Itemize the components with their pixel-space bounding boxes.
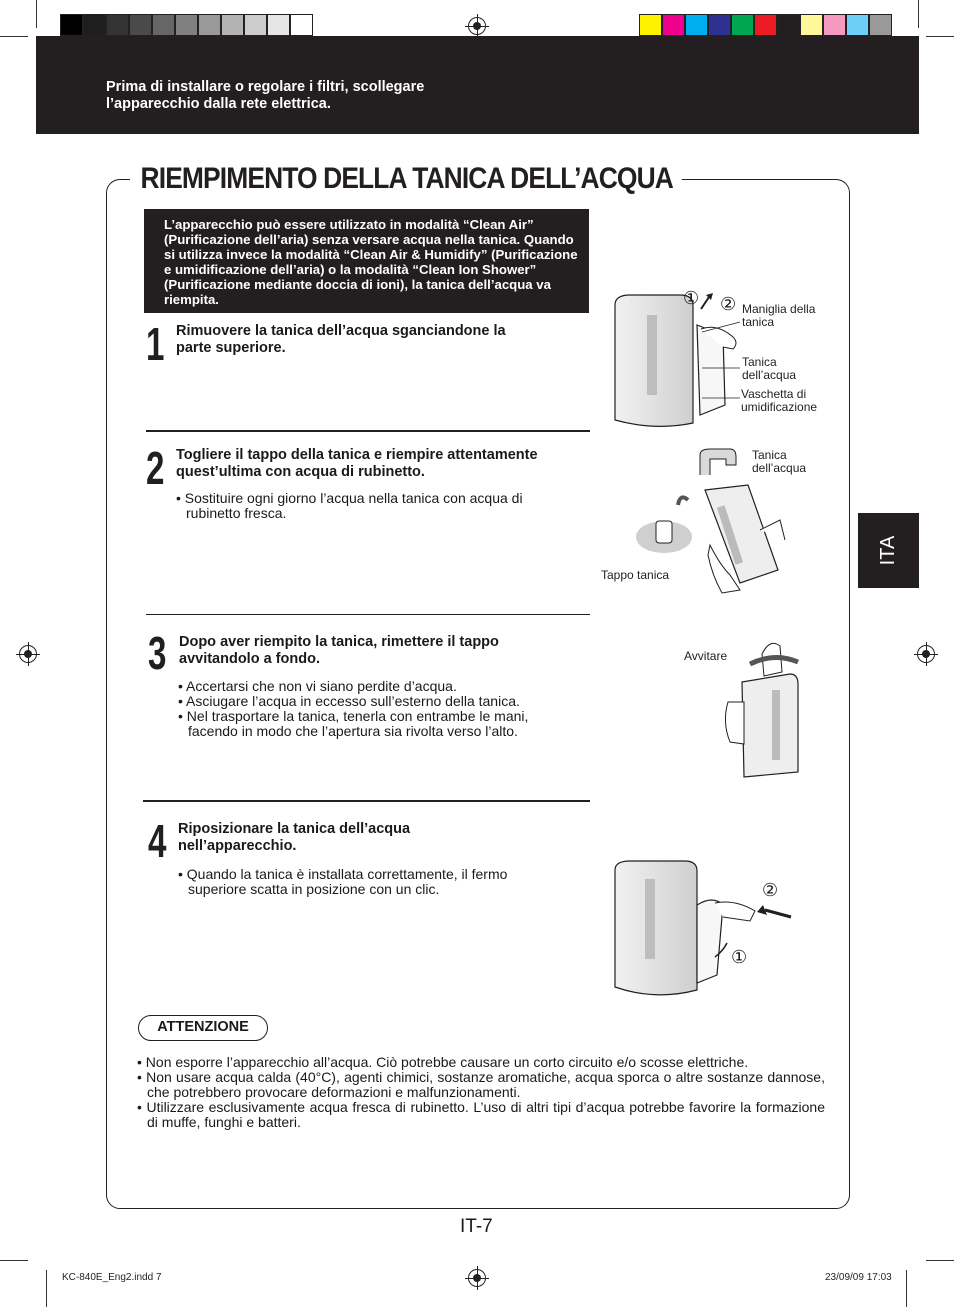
color-swatch: [731, 14, 754, 36]
color-swatch: [175, 14, 198, 36]
step-2-heading: Togliere il tappo della tanica e riempire attentamente quest’ultima con acqua di rubinetto.: [176, 447, 538, 480]
registration-mark-icon: [917, 645, 935, 663]
color-swatch: [152, 14, 175, 36]
step-4-bullets: • Quando la tanica è installata correttamente, il fermo superiore scatta in posizione con un clic.: [178, 866, 508, 897]
page-number: IT-7: [460, 1216, 493, 1237]
step-1-circle-2: ②: [720, 294, 737, 314]
color-swatch: [221, 14, 244, 36]
language-tab: [858, 513, 919, 588]
label-water-tank: Tanica dell’acqua: [742, 355, 797, 382]
divider: [143, 800, 590, 802]
header-bar: [36, 36, 919, 134]
screw-cap-illustration: [720, 632, 805, 782]
step-4-heading: Riposizionare la tanica dell’acqua nell’apparecchio.: [178, 821, 411, 854]
color-swatch: [777, 14, 800, 36]
step-1-circle-1: ①: [683, 288, 700, 308]
crop-mark: [0, 36, 28, 37]
color-swatch: [685, 14, 708, 36]
color-swatch: [869, 14, 892, 36]
crop-mark: [918, 0, 919, 28]
divider: [146, 430, 590, 432]
color-swatch: [800, 14, 823, 36]
registration-mark-icon: [468, 17, 486, 35]
step-2-bullets: • Sostituire ogni giorno l’acqua nella tanica con acqua di rubinetto fresca.: [176, 490, 523, 521]
color-swatch: [823, 14, 846, 36]
step-3-heading: Dopo aver riempito la tanica, rimettere il tappo avvitandolo a fondo.: [179, 634, 499, 667]
crop-mark: [926, 1260, 954, 1261]
step-4-number: 4: [148, 815, 167, 867]
label-screw: Avvitare: [684, 649, 728, 663]
color-swatch: [106, 14, 129, 36]
step-2-number: 2: [146, 442, 165, 494]
color-swatch: [129, 14, 152, 36]
color-swatch: [83, 14, 106, 36]
divider: [146, 614, 590, 615]
crop-mark: [906, 1270, 907, 1307]
color-swatch: [198, 14, 221, 36]
intro-box: L’apparecchio può essere utilizzato in modalità “Clean Air” (Purificazione dell’aria) senza versare acqua nella tanica. Quando si utilizza invece la modalità “Clean Air & Humidify” (Purificazione e umidificazione dell’aria) o la modalità “Clean Ion Shower” (Purificazione mediante doccia di ioni), la tanica dell’acqua va riempita.: [144, 209, 589, 313]
registration-mark-icon: [19, 645, 37, 663]
footer-file: KC-840E_Eng2.indd 7: [62, 1272, 162, 1283]
color-swatch: [244, 14, 267, 36]
step-4-circle-2: ②: [762, 880, 779, 900]
footer-date: 23/09/09 17:03: [825, 1272, 892, 1283]
step-3-number: 3: [148, 627, 167, 679]
label-humidifying-tray: Vaschetta di umidificazione: [741, 387, 818, 414]
crop-mark: [36, 0, 37, 28]
language-tab-label: ITA: [877, 535, 899, 566]
attention-label: ATTENZIONE: [138, 1015, 268, 1041]
color-swatch: [708, 14, 731, 36]
color-swatch: [60, 14, 83, 36]
step-4-circle-1: ①: [731, 947, 748, 967]
color-swatch: [290, 14, 313, 36]
registration-mark-icon: [468, 1269, 486, 1287]
crop-mark: [0, 1260, 28, 1261]
label-water-tank-2: Tanica dell’acqua: [752, 448, 807, 475]
color-swatch: [846, 14, 869, 36]
section-title: RIEMPIMENTO DELLA TANICA DELL’ACQUA: [130, 162, 682, 196]
step-1-number: 1: [146, 318, 165, 370]
crop-mark: [46, 1270, 47, 1307]
color-swatch: [639, 14, 662, 36]
color-swatch: [754, 14, 777, 36]
label-tank-handle: Maniglia della tanica: [742, 302, 816, 329]
unplug-warning: Prima di installare o regolare i filtri, scollegare l’apparecchio dalla rete elettrica.: [106, 79, 425, 112]
step-1-heading: Rimuovere la tanica dell’acqua sganciandone la parte superiore.: [176, 323, 506, 356]
attention-list: • Non esporre l’apparecchio all’acqua. Ciò potrebbe causare un corto circuito e/o scosse elettriche. • Non usare acqua calda (40°C), agenti chimici, sostanze aromatiche, acqua sporca o altre sostanze dannose, che potrebbero provocare deformazioni e malfunzionamenti. • Utilizzare esclusivamente acqua fresca di rubinetto. L’uso di altri tipi d’acqua potrebbe favorire la formazione di muffe, funghi e batteri.: [137, 1054, 825, 1130]
leader-lines: [700, 310, 745, 410]
step-3-bullets: • Accertarsi che non vi siano perdite d’acqua. • Asciugare l’acqua in eccesso sull’esterno della tanica. • Nel trasportare la tanica, tenerla con entrambe le mani, facendo in modo che l’apertura sia rivolta verso l’alto.: [178, 678, 529, 739]
color-swatch: [267, 14, 290, 36]
color-swatch: [662, 14, 685, 36]
crop-mark: [926, 36, 954, 37]
label-tank-cap: Tappo tanica: [601, 568, 670, 582]
reinsert-tank-illustration: [605, 855, 800, 1005]
